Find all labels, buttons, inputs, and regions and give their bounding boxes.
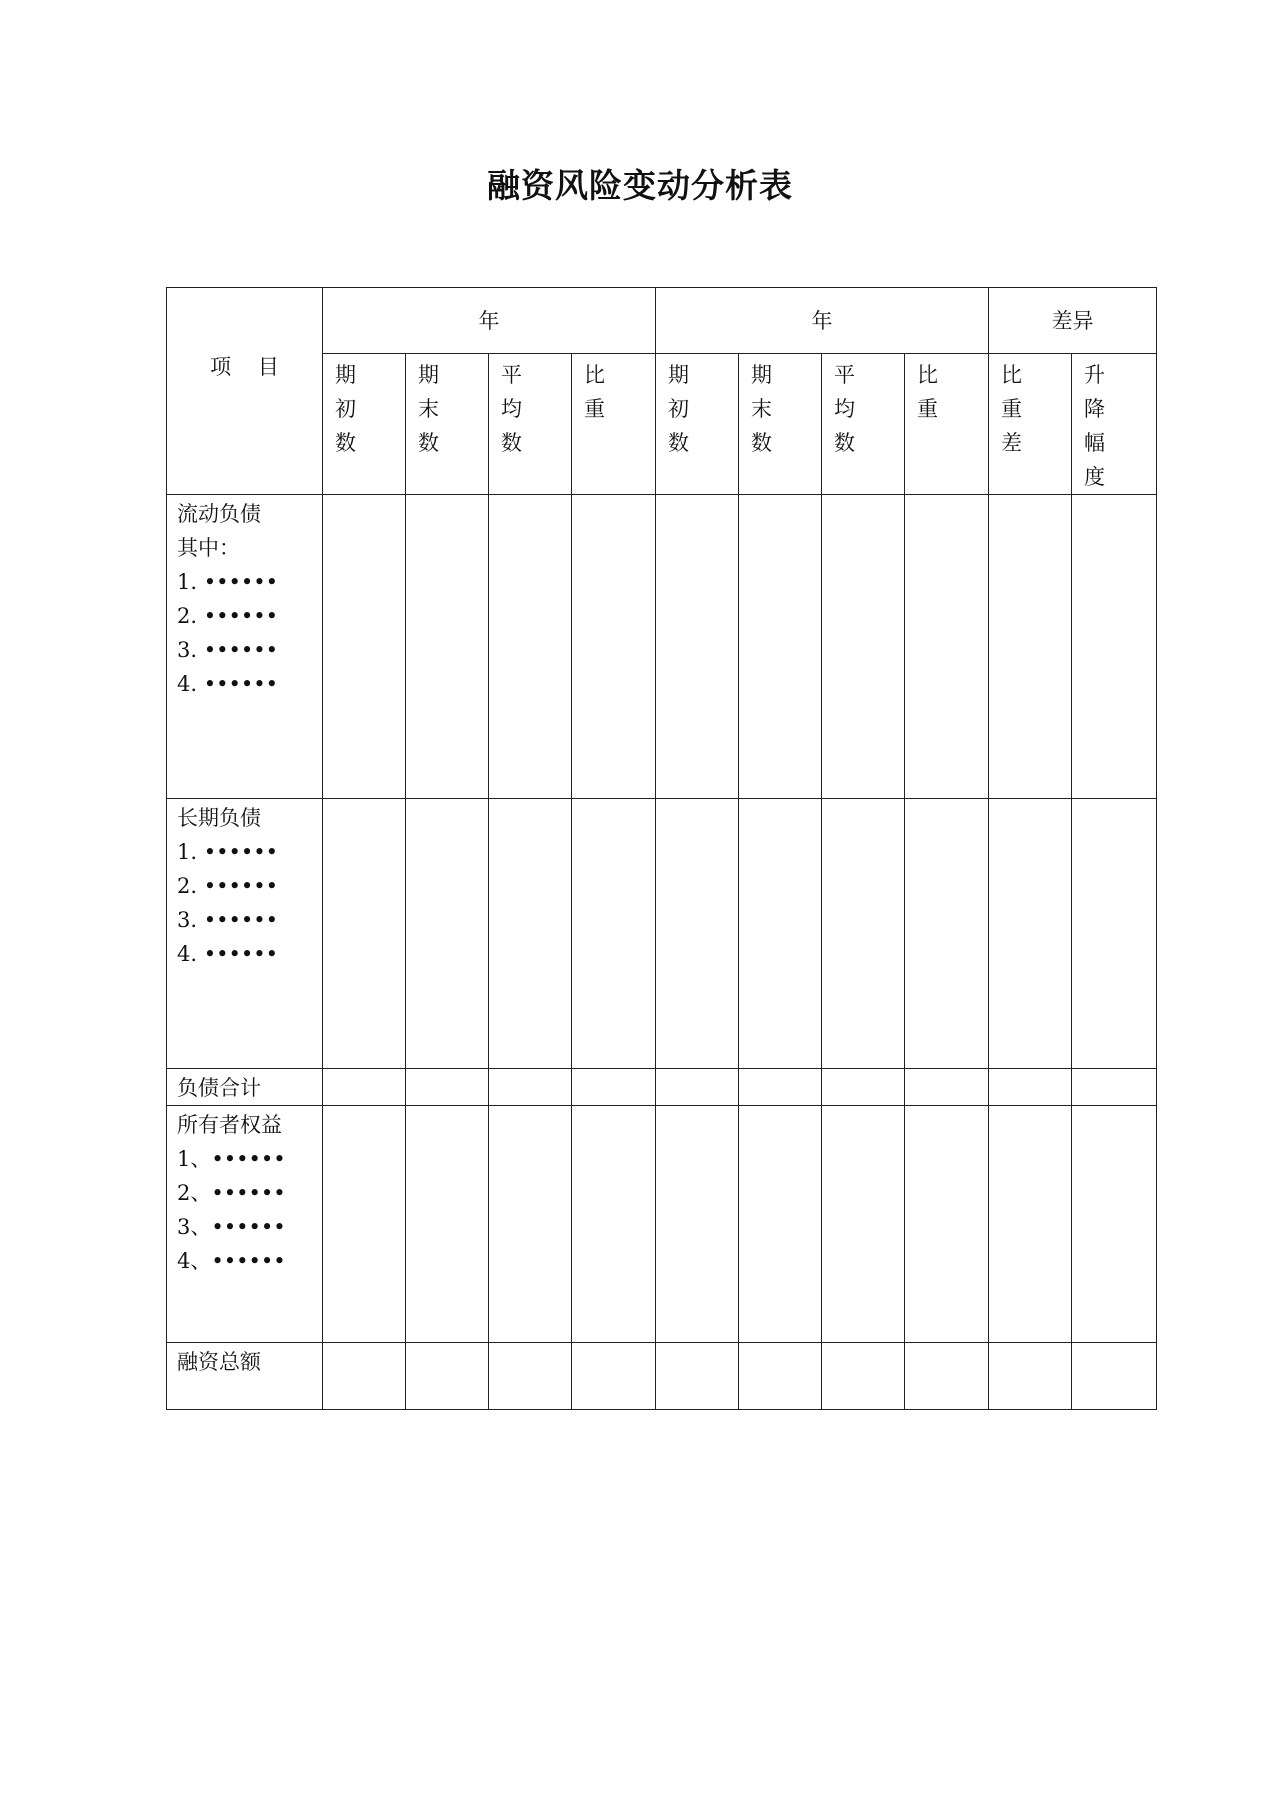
data-cell[interactable]	[822, 1069, 905, 1106]
data-cell[interactable]	[822, 1343, 905, 1410]
data-cell[interactable]	[572, 495, 656, 799]
year2-closing-balance-header-char: 期	[751, 363, 772, 387]
data-cell[interactable]	[656, 1106, 739, 1343]
row-title: 融资总额	[177, 1350, 261, 1374]
year1-header: 年	[323, 288, 656, 354]
year1-average-header-char: 平	[501, 363, 522, 387]
data-cell[interactable]	[822, 1106, 905, 1343]
data-cell[interactable]	[406, 495, 489, 799]
row-subitem: 4. ••••••	[177, 672, 279, 696]
row-subitem: 4、••••••	[177, 1249, 286, 1273]
proportion-diff-header-char: 差	[1001, 431, 1022, 455]
total-liabilities-label	[167, 1069, 323, 1106]
year2-opening-balance-header-char: 初	[668, 397, 689, 421]
change-range-header-char: 升	[1084, 363, 1105, 387]
data-cell[interactable]	[656, 1069, 739, 1106]
data-cell[interactable]	[489, 1343, 572, 1410]
data-cell[interactable]	[323, 495, 406, 799]
data-cell[interactable]	[989, 495, 1072, 799]
row-subitem: 2、••••••	[177, 1181, 286, 1205]
year1-closing-balance-header-char: 末	[418, 397, 439, 421]
year2-average-header	[822, 354, 905, 495]
data-cell[interactable]	[572, 799, 656, 1069]
year1-opening-balance-header-char: 数	[335, 431, 356, 455]
current-liabilities-label	[167, 495, 323, 799]
row-subitem: 3. ••••••	[177, 638, 279, 662]
long-term-liabilities-label	[167, 799, 323, 1069]
data-cell[interactable]	[905, 1106, 989, 1343]
row-title: 所有者权益	[177, 1113, 282, 1137]
row-subitem: 3. ••••••	[177, 908, 279, 932]
year2-opening-balance-header-char: 数	[668, 431, 689, 455]
data-cell[interactable]	[739, 495, 822, 799]
row-subitem: 1. ••••••	[177, 840, 279, 864]
year1-average-header	[489, 354, 572, 495]
page-title: 融资风险变动分析表	[487, 166, 793, 205]
data-cell[interactable]	[1072, 495, 1157, 799]
year2-average-header-char: 平	[834, 363, 855, 387]
year2-closing-balance-header	[739, 354, 822, 495]
data-cell[interactable]	[656, 1343, 739, 1410]
data-cell[interactable]	[739, 1106, 822, 1343]
row-title: 负债合计	[177, 1076, 261, 1100]
year1-proportion-header-char: 重	[584, 397, 605, 421]
data-cell[interactable]	[905, 1069, 989, 1106]
data-cell[interactable]	[822, 495, 905, 799]
year1-proportion-header-char: 比	[584, 363, 605, 387]
data-cell[interactable]	[489, 1106, 572, 1343]
data-cell[interactable]	[406, 1343, 489, 1410]
data-cell[interactable]	[739, 1343, 822, 1410]
year2-proportion-header	[905, 354, 989, 495]
data-cell[interactable]	[489, 1069, 572, 1106]
data-cell[interactable]	[489, 495, 572, 799]
year2-closing-balance-header-char: 末	[751, 397, 772, 421]
change-range-header	[1072, 354, 1157, 495]
data-cell[interactable]	[572, 1343, 656, 1410]
data-cell[interactable]	[1072, 1106, 1157, 1343]
data-cell[interactable]	[1072, 1343, 1157, 1410]
data-cell[interactable]	[989, 1069, 1072, 1106]
year2-header: 年	[656, 288, 989, 354]
financing-risk-table	[166, 287, 1157, 1410]
row-title: 长期负债	[177, 806, 261, 830]
data-cell[interactable]	[656, 799, 739, 1069]
proportion-diff-header-char: 重	[1001, 397, 1022, 421]
data-cell[interactable]	[1072, 1069, 1157, 1106]
change-range-header-char: 幅	[1084, 431, 1105, 455]
data-cell[interactable]	[489, 799, 572, 1069]
item-header: 项 目	[167, 288, 323, 495]
year2-proportion-header-char: 重	[917, 397, 938, 421]
year1-closing-balance-header-char: 数	[418, 431, 439, 455]
total-financing-label	[167, 1343, 323, 1410]
year2-average-header-char: 数	[834, 431, 855, 455]
row-subitem: 其中：	[177, 536, 240, 560]
data-cell[interactable]	[406, 1069, 489, 1106]
data-cell[interactable]	[406, 1106, 489, 1343]
data-cell[interactable]	[905, 1343, 989, 1410]
year1-closing-balance-header	[406, 354, 489, 495]
owners-equity-label	[167, 1106, 323, 1343]
data-cell[interactable]	[656, 495, 739, 799]
data-cell[interactable]	[739, 799, 822, 1069]
year1-opening-balance-header-char: 期	[335, 363, 356, 387]
year1-average-header-char: 均	[501, 397, 522, 421]
year2-average-header-char: 均	[834, 397, 855, 421]
row-title: 流动负债	[177, 502, 261, 526]
data-cell[interactable]	[323, 1343, 406, 1410]
proportion-diff-header-char: 比	[1001, 363, 1022, 387]
row-subitem: 1. ••••••	[177, 570, 279, 594]
data-cell[interactable]	[323, 1069, 406, 1106]
year2-opening-balance-header	[656, 354, 739, 495]
year1-closing-balance-header-char: 期	[418, 363, 439, 387]
data-cell[interactable]	[406, 799, 489, 1069]
data-cell[interactable]	[989, 1106, 1072, 1343]
data-cell[interactable]	[989, 799, 1072, 1069]
proportion-diff-header	[989, 354, 1072, 495]
data-cell[interactable]	[323, 799, 406, 1069]
data-cell[interactable]	[905, 799, 989, 1069]
row-subitem: 2. ••••••	[177, 604, 279, 628]
year1-average-header-char: 数	[501, 431, 522, 455]
data-cell[interactable]	[989, 1343, 1072, 1410]
data-cell[interactable]	[822, 799, 905, 1069]
data-cell[interactable]	[1072, 799, 1157, 1069]
year1-opening-balance-header-char: 初	[335, 397, 356, 421]
data-cell[interactable]	[572, 1069, 656, 1106]
data-cell[interactable]	[323, 1106, 406, 1343]
change-range-header-char: 度	[1084, 465, 1105, 489]
year1-opening-balance-header	[323, 354, 406, 495]
year2-opening-balance-header-char: 期	[668, 363, 689, 387]
data-cell[interactable]	[905, 495, 989, 799]
row-subitem: 4. ••••••	[177, 942, 279, 966]
data-cell[interactable]	[739, 1069, 822, 1106]
diff-header: 差异	[989, 288, 1157, 354]
data-cell[interactable]	[572, 1106, 656, 1343]
row-subitem: 2. ••••••	[177, 874, 279, 898]
year1-proportion-header	[572, 354, 656, 495]
change-range-header-char: 降	[1084, 397, 1105, 421]
year2-proportion-header-char: 比	[917, 363, 938, 387]
row-subitem: 1、••••••	[177, 1147, 286, 1171]
row-subitem: 3、••••••	[177, 1215, 286, 1239]
year2-closing-balance-header-char: 数	[751, 431, 772, 455]
